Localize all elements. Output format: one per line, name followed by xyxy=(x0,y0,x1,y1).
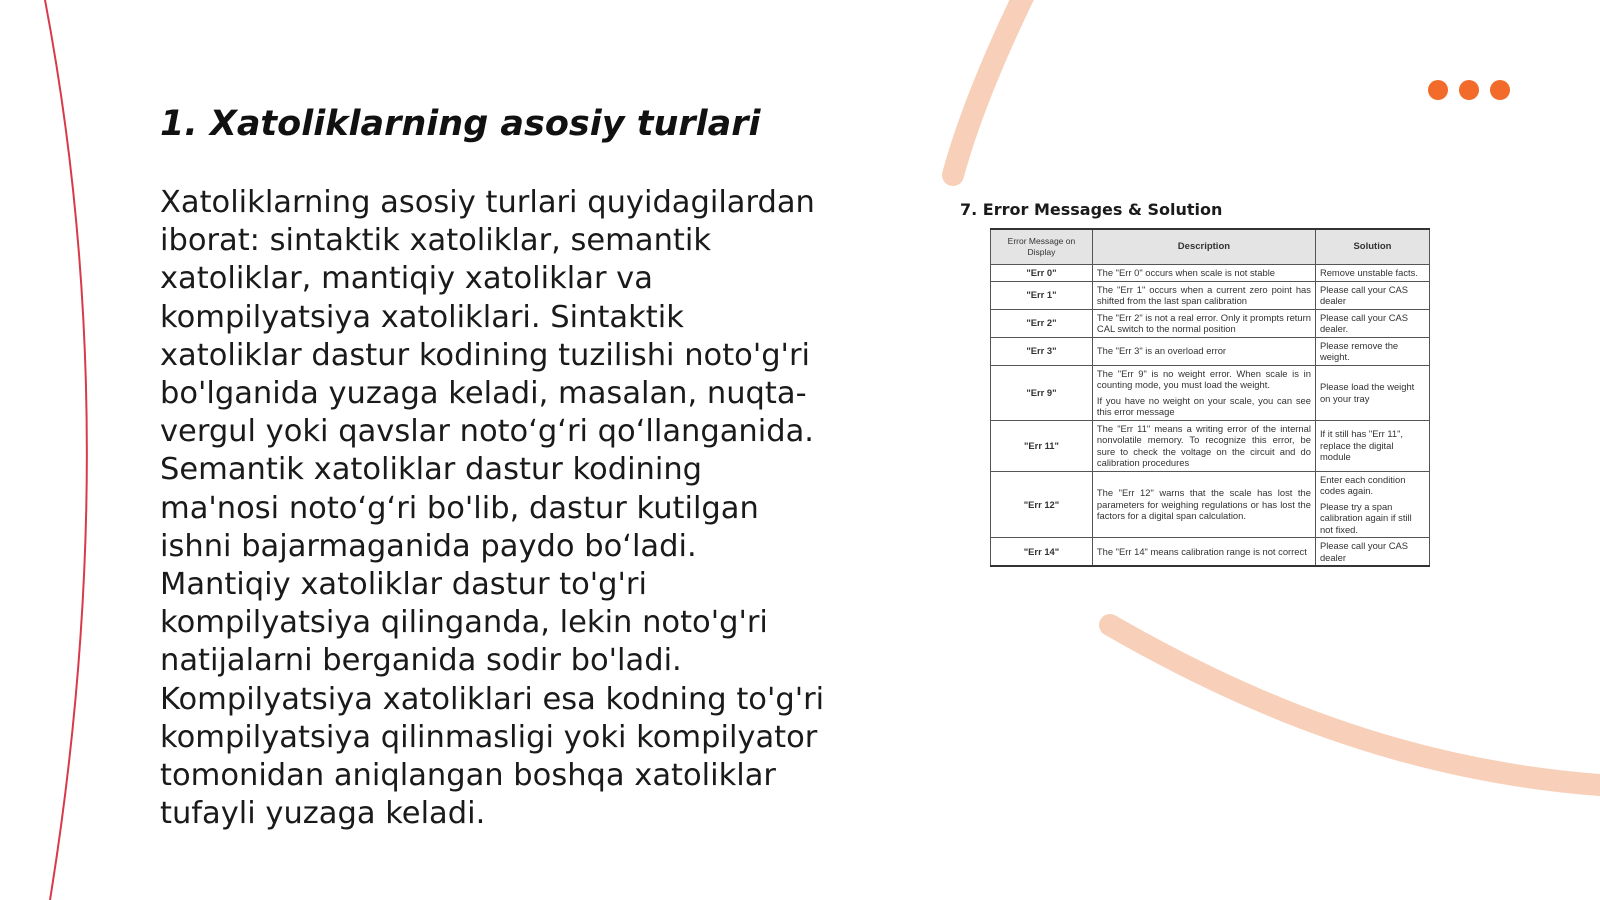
description-cell xyxy=(1092,265,1315,282)
error-code-cell: "Err 9" xyxy=(991,365,1093,420)
error-code-cell: "Err 2" xyxy=(991,309,1093,337)
solution-text: Please remove the weight. xyxy=(1319,339,1399,362)
table-row xyxy=(991,538,1430,567)
solution-text: Please load the weight on your tray xyxy=(1319,381,1415,404)
solution-text: Please try a span calibration again if still not fixed. xyxy=(1319,500,1412,535)
table-row xyxy=(991,265,1430,282)
table-body xyxy=(991,265,1430,567)
description-cell xyxy=(1092,337,1315,365)
header-error-message: Error Message on Display xyxy=(991,229,1093,265)
solution-cell xyxy=(1315,471,1429,538)
description-cell xyxy=(1092,538,1315,567)
description-text: The "Err 12" warns that the scale has lost the parameters for weighing regulations or has lost the factors for a digital span calculation. xyxy=(1096,487,1311,521)
solution-text: Please call your CAS dealer xyxy=(1319,283,1409,306)
solution-cell xyxy=(1315,265,1429,282)
solution-cell xyxy=(1315,420,1429,471)
solution-cell xyxy=(1315,309,1429,337)
solution-text: Please call your CAS dealer. xyxy=(1319,311,1409,334)
solution-cell xyxy=(1315,365,1429,420)
table-row xyxy=(991,337,1430,365)
description-text: The "Err 0" occurs when scale is not stable xyxy=(1096,267,1276,278)
description-text: The "Err 11" means a writing error of the internal nonvolatile memory. To recognize this error, be sure to check the voltage on the circuit and do calibration procedures xyxy=(1096,422,1311,468)
description-text: The "Err 3" is an overload error xyxy=(1096,345,1227,357)
solution-text: If it still has "Err 11", replace the digital module xyxy=(1319,428,1404,463)
body-paragraph: Xatoliklarning asosiy turlari quyidagilardan iborat: sintaktik xatoliklar, semantik xatoliklar, mantiqiy xatoliklar va kompilyatsiya xatoliklari. Sintaktik xatoliklar dastur kodining tuzilishi noto'g'ri bo'lganida yuzaga keladi, masalan, nuqta-vergul yoki qavslar noto‘g‘ri qo‘llanganida. Semantik xatoliklar dastur kodining ma'nosi noto‘g‘ri bo'lib, dastur kutilgan ishni bajarmaganida paydo bo‘ladi. Mantiqiy xatoliklar dastur to'g'ri kompilyatsiya qilinganda, lekin noto'g'ri natijalarni berganida sodir bo'ladi. Kompilyatsiya xatoliklari esa kodning to'g'ri kompilyatsiya qilinmasligi yoki kompilyator tomonidan aniqlangan boshqa xatoliklar tufayli yuzaga keladi. xyxy=(160,185,825,832)
description-cell xyxy=(1092,309,1315,337)
table-row xyxy=(991,420,1430,471)
description-cell xyxy=(1092,471,1315,538)
table-row xyxy=(991,309,1430,337)
error-code-cell: "Err 14" xyxy=(991,538,1093,567)
error-code-cell: "Err 12" xyxy=(991,471,1093,538)
left-curved-line xyxy=(45,0,87,900)
error-code-cell: "Err 11" xyxy=(991,420,1093,471)
figure-caption: 7. Error Messages & Solution xyxy=(960,200,1223,219)
solution-cell xyxy=(1315,337,1429,365)
dot-2 xyxy=(1459,80,1479,100)
description-text: The "Err 2" is not a real error. Only it prompts return CAL switch to the normal position xyxy=(1096,311,1311,334)
dots-decoration xyxy=(1428,80,1510,100)
error-code-cell: "Err 1" xyxy=(991,281,1093,309)
error-table-figure xyxy=(958,200,1438,567)
description-cell xyxy=(1092,420,1315,471)
description-text: If you have no weight on your scale, you can see this error message xyxy=(1096,394,1311,417)
slide-title: 1. Xatoliklarning asosiy turlari xyxy=(160,104,761,144)
table-header-row xyxy=(991,229,1430,265)
solution-text: Remove unstable facts. xyxy=(1319,267,1418,278)
solution-cell xyxy=(1315,538,1429,567)
solution-text: Please call your CAS dealer xyxy=(1319,540,1409,563)
solution-text: Enter each condition codes again. xyxy=(1319,473,1406,496)
dot-1 xyxy=(1428,80,1448,100)
table-row xyxy=(991,471,1430,538)
description-cell xyxy=(1092,281,1315,309)
table-row xyxy=(991,281,1430,309)
dot-3 xyxy=(1490,80,1510,100)
top-arc-decoration xyxy=(953,0,1024,175)
header-description: Description xyxy=(1092,229,1315,265)
table-row xyxy=(991,365,1430,420)
bottom-arc-decoration xyxy=(1110,625,1600,785)
header-solution: Solution xyxy=(1315,229,1429,265)
error-code-cell: "Err 0" xyxy=(991,265,1093,282)
error-messages-table xyxy=(990,228,1430,567)
error-code-cell: "Err 3" xyxy=(991,337,1093,365)
description-text: The "Err 9" is no weight error. When scale is in counting mode, you must load the weight. xyxy=(1096,367,1311,390)
solution-cell xyxy=(1315,281,1429,309)
description-text: The "Err 1" occurs when a current zero point has shifted from the last span calibration xyxy=(1096,283,1311,306)
description-cell xyxy=(1092,365,1315,420)
description-text: The "Err 14" means calibration range is not correct xyxy=(1096,545,1307,557)
